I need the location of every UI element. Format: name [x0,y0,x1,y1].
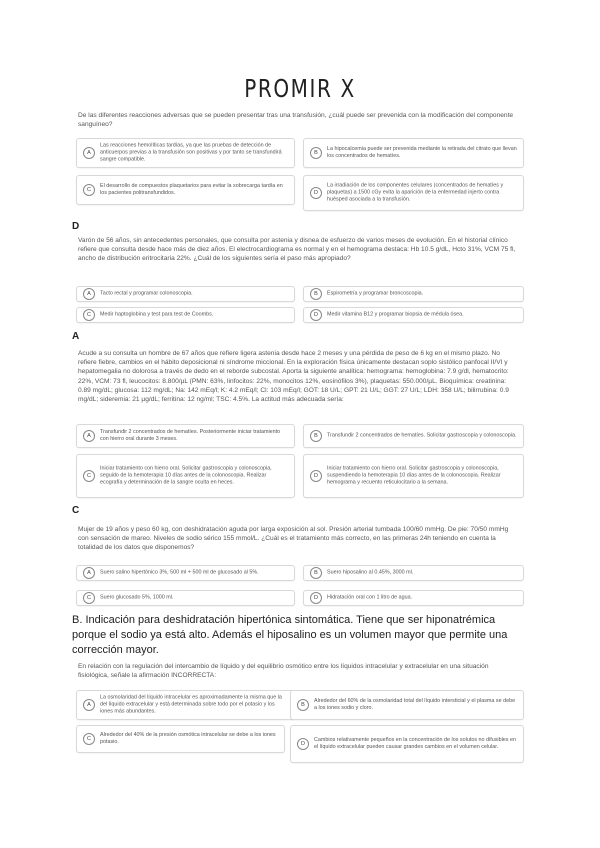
option-text: Suero salino hipertónico 3%, 500 ml + 500 ml de glucosado al 5%. [100,569,259,576]
option-text: Alrededor del 60% de la osmolaridad total del líquido intersticial y el plasma se debe a los iones sodio y cloro. [314,698,516,711]
option-letter: A [83,430,95,442]
option-text: Suero hiposalino al 0.45%, 3000 ml. [327,569,414,576]
question-5-option-a[interactable] [76,690,295,720]
question-5-option-b[interactable] [290,690,524,720]
option-text: Espirometría y programar broncoscopia. [327,290,424,297]
option-text: Alrededor del 40% de la presión osmótica intracelular se debe a los iones potasio. [100,732,276,745]
option-text: La irradiación de los componentes celulares (concentrados de hematíes y plaquetas) a 1500 cGy evita la aparición de la enfermedad injerto contra huésped asociada a la transfusión. [327,182,504,203]
option-letter: B [310,567,322,579]
option-letter: B [297,699,309,711]
option-text: La hipocalcemia puede ser prevenida mediante la retirada del citrato que llevan los concentrados de hematíes. [327,146,517,159]
question-5-option-c[interactable] [76,725,285,753]
option-text: Hidratación oral con 1 litro de agua. [327,594,413,601]
question-3-answer: C [72,505,80,516]
question-3-option-b[interactable] [303,424,524,448]
option-letter: D [310,470,322,482]
option-text: Transfundir 2 concentrados de hematíes. Posteriormente iniciar tratamiento con hierro oral durante 3 meses. [100,429,281,442]
question-1-option-b[interactable] [303,138,524,168]
question-4-option-a[interactable] [76,565,295,581]
option-letter: B [310,430,322,442]
option-letter: D [310,592,322,604]
question-2-option-c[interactable] [76,307,295,323]
option-text: La osmolaridad del líquido intracelular es aproximadamente la misma que la del líquido extracelular y está determinada sobre todo por el potasio y los iones más abundantes. [100,694,282,715]
document-title: PROMIR X [244,74,356,103]
question-3-option-d[interactable] [303,454,524,498]
question-4-option-d[interactable] [303,590,524,606]
option-letter: B [310,288,322,300]
option-letter: C [83,184,95,196]
option-letter: C [83,470,95,482]
question-2-option-d[interactable] [303,307,524,323]
question-2-option-a[interactable] [76,286,295,302]
question-1-option-d[interactable] [303,175,524,211]
question-3-option-c[interactable] [76,454,295,498]
option-text: El desarrollo de compuestos plaquetarios para evitar la sobrecarga tardía en los pacientes politransfundidos. [100,183,283,196]
question-1-option-c[interactable] [76,175,295,205]
question-3-text: Acude a su consulta un hombre de 67 años que refiere ligera astenia desde hace 2 meses y una pérdida de peso de 6 kg en el mismo plazo. No refiere fiebre, cambios en el hábito deposicional ni síndrome miccional. En la exploración física únicamente destacan soplo sistólico panfocal II/VI y hepatomegalia no dolorosa a través de dedo en el reborde subcostal. Aporta la siguiente analítica: hemograma: hemoglobina: 7.9 g/dl, hematocrito: 22%, VCM: 73 fl, leucocitos: 8.800/µL (PMN: 63%, linfocitos: 22%, monocitos 12%, eosinófilos 3%), plaquetas: 550.000/µL. Bioquímica: creatinina: 0.89 mg/dL; glucosa: 112 mg/dL; Na: 142 mEq/l; K: 4.2 mEq/l; Cl: 103 mEq/l; GOT: 18 U/L; GPT: 21 U/L; GGT: 27 U/L; LDH: 358 U/L; bilirrubina: 0.9 mg/dL; sideremia: 21 µg/dL; ferritina: 12 ng/ml; TSC: 4.5%. La actitud más adecuada sería: [78,350,509,404]
question-2-answer: A [72,331,80,342]
option-text: Transfundir 2 concentrados de hematíes. Solicitar gastroscopia y colonoscopia. [327,432,517,439]
option-text: Medir haptoglobina y test para test de Coombs. [100,311,214,318]
option-letter: A [83,699,95,711]
option-text: Tacto rectal y programar colonoscopia. [100,290,193,297]
option-letter: A [83,567,95,579]
question-2-option-b[interactable] [303,286,524,302]
question-4-option-c[interactable] [76,590,295,606]
question-3-option-a[interactable] [76,424,295,448]
option-letter: A [83,288,95,300]
option-text: Medir vitamina B12 y programar biopsia de médula ósea. [327,311,464,318]
question-4-answer-explanation: B. Indicación para deshidratación hipertónica sintomática. Tiene que ser hiponatrémica porque el sodio ya está alto. Además el hiposalino es un volumen mayor que permite una corrección mayor. [72,614,508,656]
option-letter: C [83,733,95,745]
option-letter: D [310,187,322,199]
question-1-option-a[interactable] [76,138,295,168]
option-text: Suero glucosado 5%, 1000 ml. [100,594,174,601]
option-letter: D [297,738,309,750]
question-5-text: En relación con la regulación del intercambio de líquido y del equilibrio osmótico entre los líquidos intracelular y extracelular en una situación fisiológica, señale la afirmación INCORRECTA: [78,663,489,680]
option-text: Iniciar tratamiento con hierro oral. Solicitar gastroscopia y colonoscopia, suspendiendo la hemoterapia 10 días antes de la colonoscopia. Realizar hemograma y recuento reticulocitario a la semana. [327,465,501,486]
option-letter: D [310,309,322,321]
option-text: Las reacciones hemolíticas tardías, ya que las pruebas de detección de anticuerpos previas a la transfusión son positivas y por tanto se transfundirá sangre compatible. [100,142,282,163]
question-5-option-d[interactable] [290,725,524,763]
option-letter: C [83,592,95,604]
option-letter: A [83,147,95,159]
question-2-text: Varón de 56 años, sin antecedentes personales, que consulta por astenia y disnea de esfuerzo de varios meses de evolución. En el historial clínico refiere que consulta desde hace más de diez años. El electrocardiograma es normal y en el hemograma destaca: Hb 10.5 g/dL, Hcto 31%, VCM 75 fl, ancho de distribución eritrocitaria 22%. ¿Cuál de los siguientes sería el paso más apropiado? [78,237,516,263]
option-letter: C [83,309,95,321]
question-1-answer: D [72,221,80,232]
option-text: Iniciar tratamiento con hierro oral. Solicitar gastroscopia y colonoscopia, seguido de la hemoterapia 10 días antes de la colonoscopia. Realizar ecografía y determinación de la sangre oculta en heces. [100,465,272,486]
question-1-text: De las diferentes reacciones adversas que se pueden presentar tras una transfusión, ¿cuál puede ser prevenida con la modificación del componente sanguíneo? [78,112,514,129]
question-4-text: Mujer de 19 años y peso 60 kg, con deshidratación aguda por larga exposición al sol. Presión arterial tumbada 100/60 mmHg. De pie: 70/50 mmHg con sensación de mareo. Niveles de sodio sérico 155 mmol/L. ¿Cuál es el tratamiento más correcto, en las primeras 24h teniendo en cuenta la totalidad de los datos que disponemos? [78,526,509,552]
option-letter: B [310,147,322,159]
option-text: Cambios relativamente pequeños en la concentración de los solutos no difusibles en el líquido extracelular pueden causar grandes cambios en el volumen celular. [314,737,516,750]
question-4-option-b[interactable] [303,565,524,581]
